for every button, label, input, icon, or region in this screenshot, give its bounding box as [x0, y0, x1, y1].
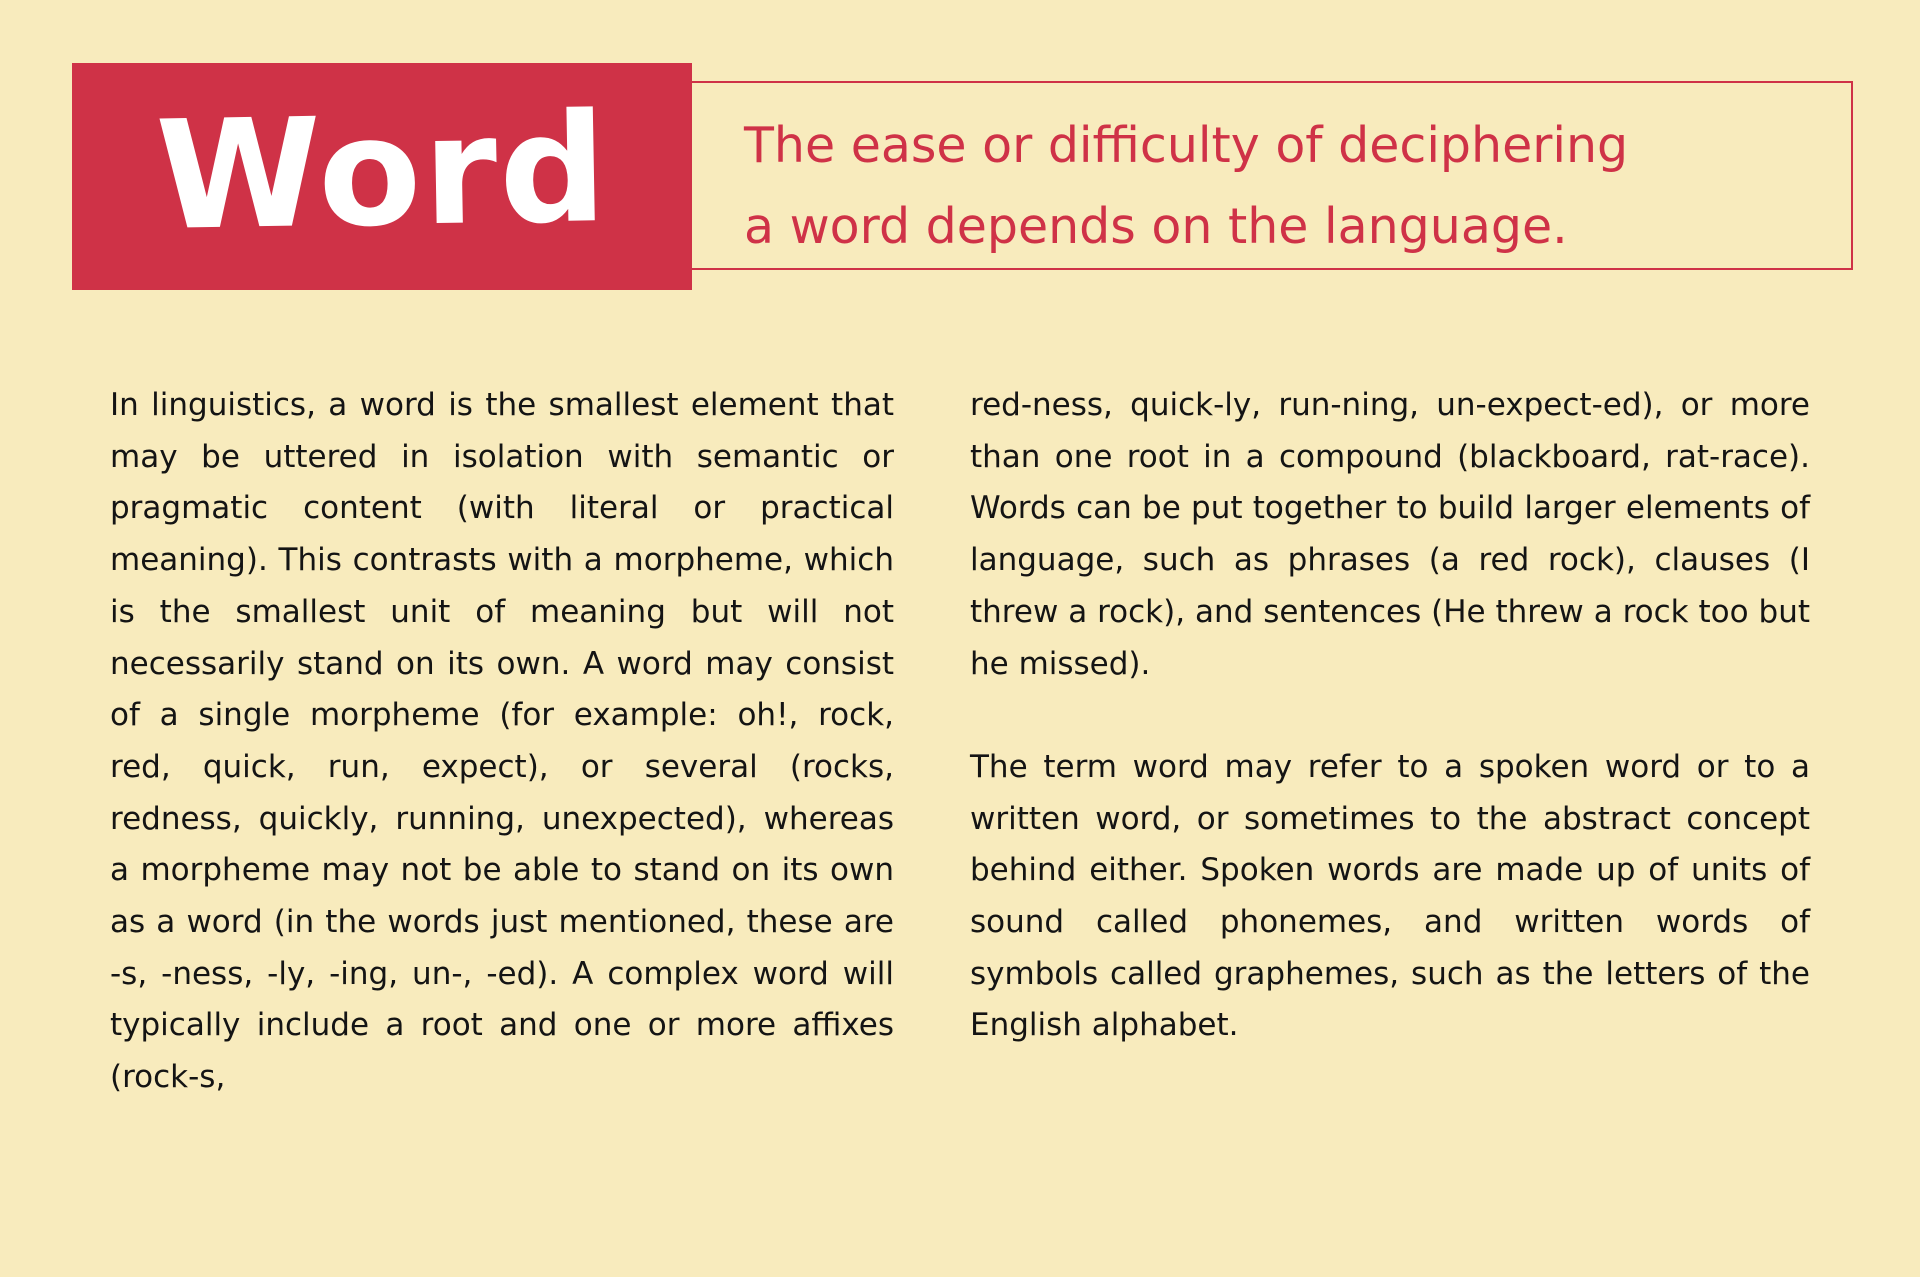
page-title: Word [154, 81, 610, 264]
body-paragraph: red-ness, quick-ly, run-ning, un-expect-ed), or more than one root in a compound (blackboard, rat-race). Words can be put together to build larger elements of language, such as phrases (a red rock), clauses (I threw a rock), and sentences (He threw a rock too but he missed). [970, 387, 1810, 682]
body-paragraph: The term word may refer to a spoken word or to a written word, or sometimes to the abstract concept behind either. Spoken words are made up of units of sound called phonemes, and written words of symbols called graphemes, such as the letters of the English alphabet. [970, 748, 1810, 1044]
subtitle-box [690, 81, 1853, 270]
page-subtitle: The ease or difficulty of deciphering a word depends on the language. [744, 117, 1629, 255]
right-column [970, 380, 1810, 1052]
body-paragraph: In linguistics, a word is the smallest element that may be uttered in isolation with semantic or pragmatic content (with literal or practical meaning). This contrasts with a morpheme, which is the smallest unit of meaning but will not necessarily stand on its own. A word may consist of a single morpheme (for example: oh!, rock, red, quick, run, expect), or several (rocks, redness, quickly, running, unexpected), whereas a morpheme may not be able to stand on its own as a word (in the words just mentioned, these are -s, -ness, -ly, -ing, un-, -ed). A complex word will typically include a root and one or more affixes (rock-s, [110, 387, 894, 1096]
title-block [72, 63, 692, 290]
left-column [110, 380, 894, 1104]
